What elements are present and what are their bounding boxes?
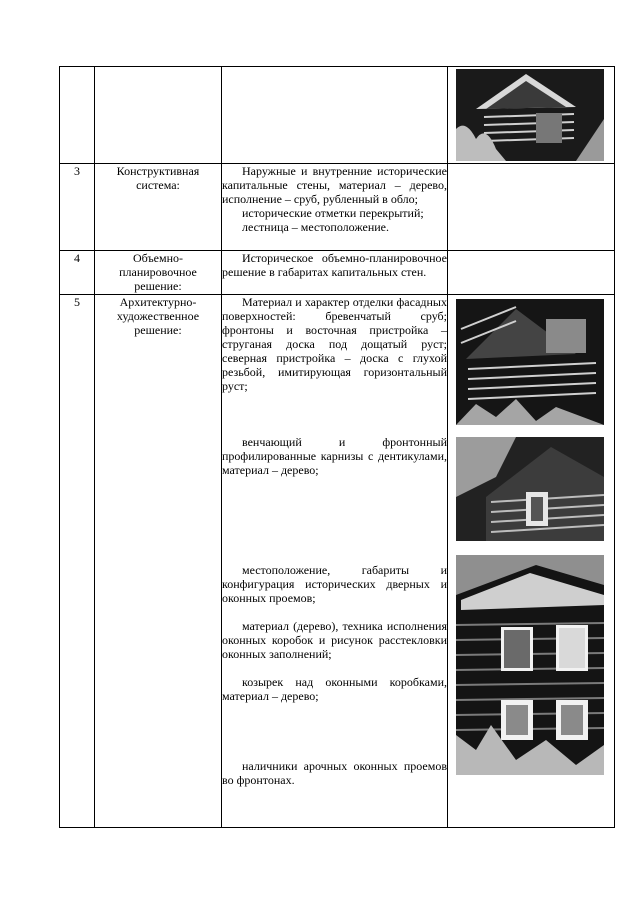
description-paragraph: козырек над оконными коробками, материал – дерево; bbox=[222, 675, 447, 703]
object-description-table bbox=[59, 66, 615, 828]
row-name-cell: Архитектурно-художественное решение: bbox=[95, 295, 222, 828]
row-description-cell bbox=[222, 164, 448, 251]
row-number-cell: 3 bbox=[60, 164, 95, 251]
row-description-cell bbox=[222, 295, 448, 828]
table-row bbox=[60, 164, 615, 251]
description-paragraph: лестница – местоположение. bbox=[242, 220, 389, 234]
row-number-cell bbox=[60, 67, 95, 164]
row-photo-cell bbox=[448, 295, 615, 828]
table-row bbox=[60, 251, 615, 295]
row-description-cell bbox=[222, 251, 448, 295]
row-description-cell bbox=[222, 67, 448, 164]
row-number-cell: 5 bbox=[60, 295, 95, 828]
table-row bbox=[60, 295, 615, 828]
table-row bbox=[60, 67, 615, 164]
description-paragraph: Историческое объемно-планировочное решение в габаритах капитальных стен. bbox=[222, 251, 447, 279]
row-name-cell: Объемно-планировочное решение: bbox=[95, 251, 222, 295]
row-photo-cell bbox=[448, 67, 615, 164]
row-name-cell bbox=[95, 67, 222, 164]
house-photo bbox=[456, 69, 604, 161]
description-paragraph: наличники арочных оконных проемов во фронтонах. bbox=[222, 759, 447, 787]
gable-photo bbox=[456, 437, 604, 541]
description-paragraph: местоположение, габариты и конфигурация исторических дверных и оконных проемов; bbox=[222, 563, 447, 605]
windows-photo bbox=[456, 555, 604, 775]
description-paragraph: Материал и характер отделки фасадных поверхностей: бревенчатый сруб; фронтоны и восточная пристройка – струганая доска под дощатый руст; северная пристройка – доска с глухой резьбой, имитирующая горизонтальный руст; bbox=[222, 295, 447, 393]
description-paragraph: Наружные и внутренние исторические капитальные стены, материал – дерево, исполнение – сруб, рубленный в обло; bbox=[222, 164, 447, 206]
description-paragraph: материал (дерево), техника исполнения оконных коробок и рисунок расстекловки оконных заполнений; bbox=[222, 619, 447, 661]
row-name-cell: Конструктивная система: bbox=[95, 164, 222, 251]
row-photo-cell bbox=[448, 164, 615, 251]
facade-photo bbox=[456, 299, 604, 425]
description-paragraph: венчающий и фронтонный профилированные карнизы с дентикулами, материал – дерево; bbox=[222, 435, 447, 477]
row-photo-cell bbox=[448, 251, 615, 295]
row-number-cell: 4 bbox=[60, 251, 95, 295]
description-paragraph: исторические отметки перекрытий; bbox=[242, 206, 424, 220]
